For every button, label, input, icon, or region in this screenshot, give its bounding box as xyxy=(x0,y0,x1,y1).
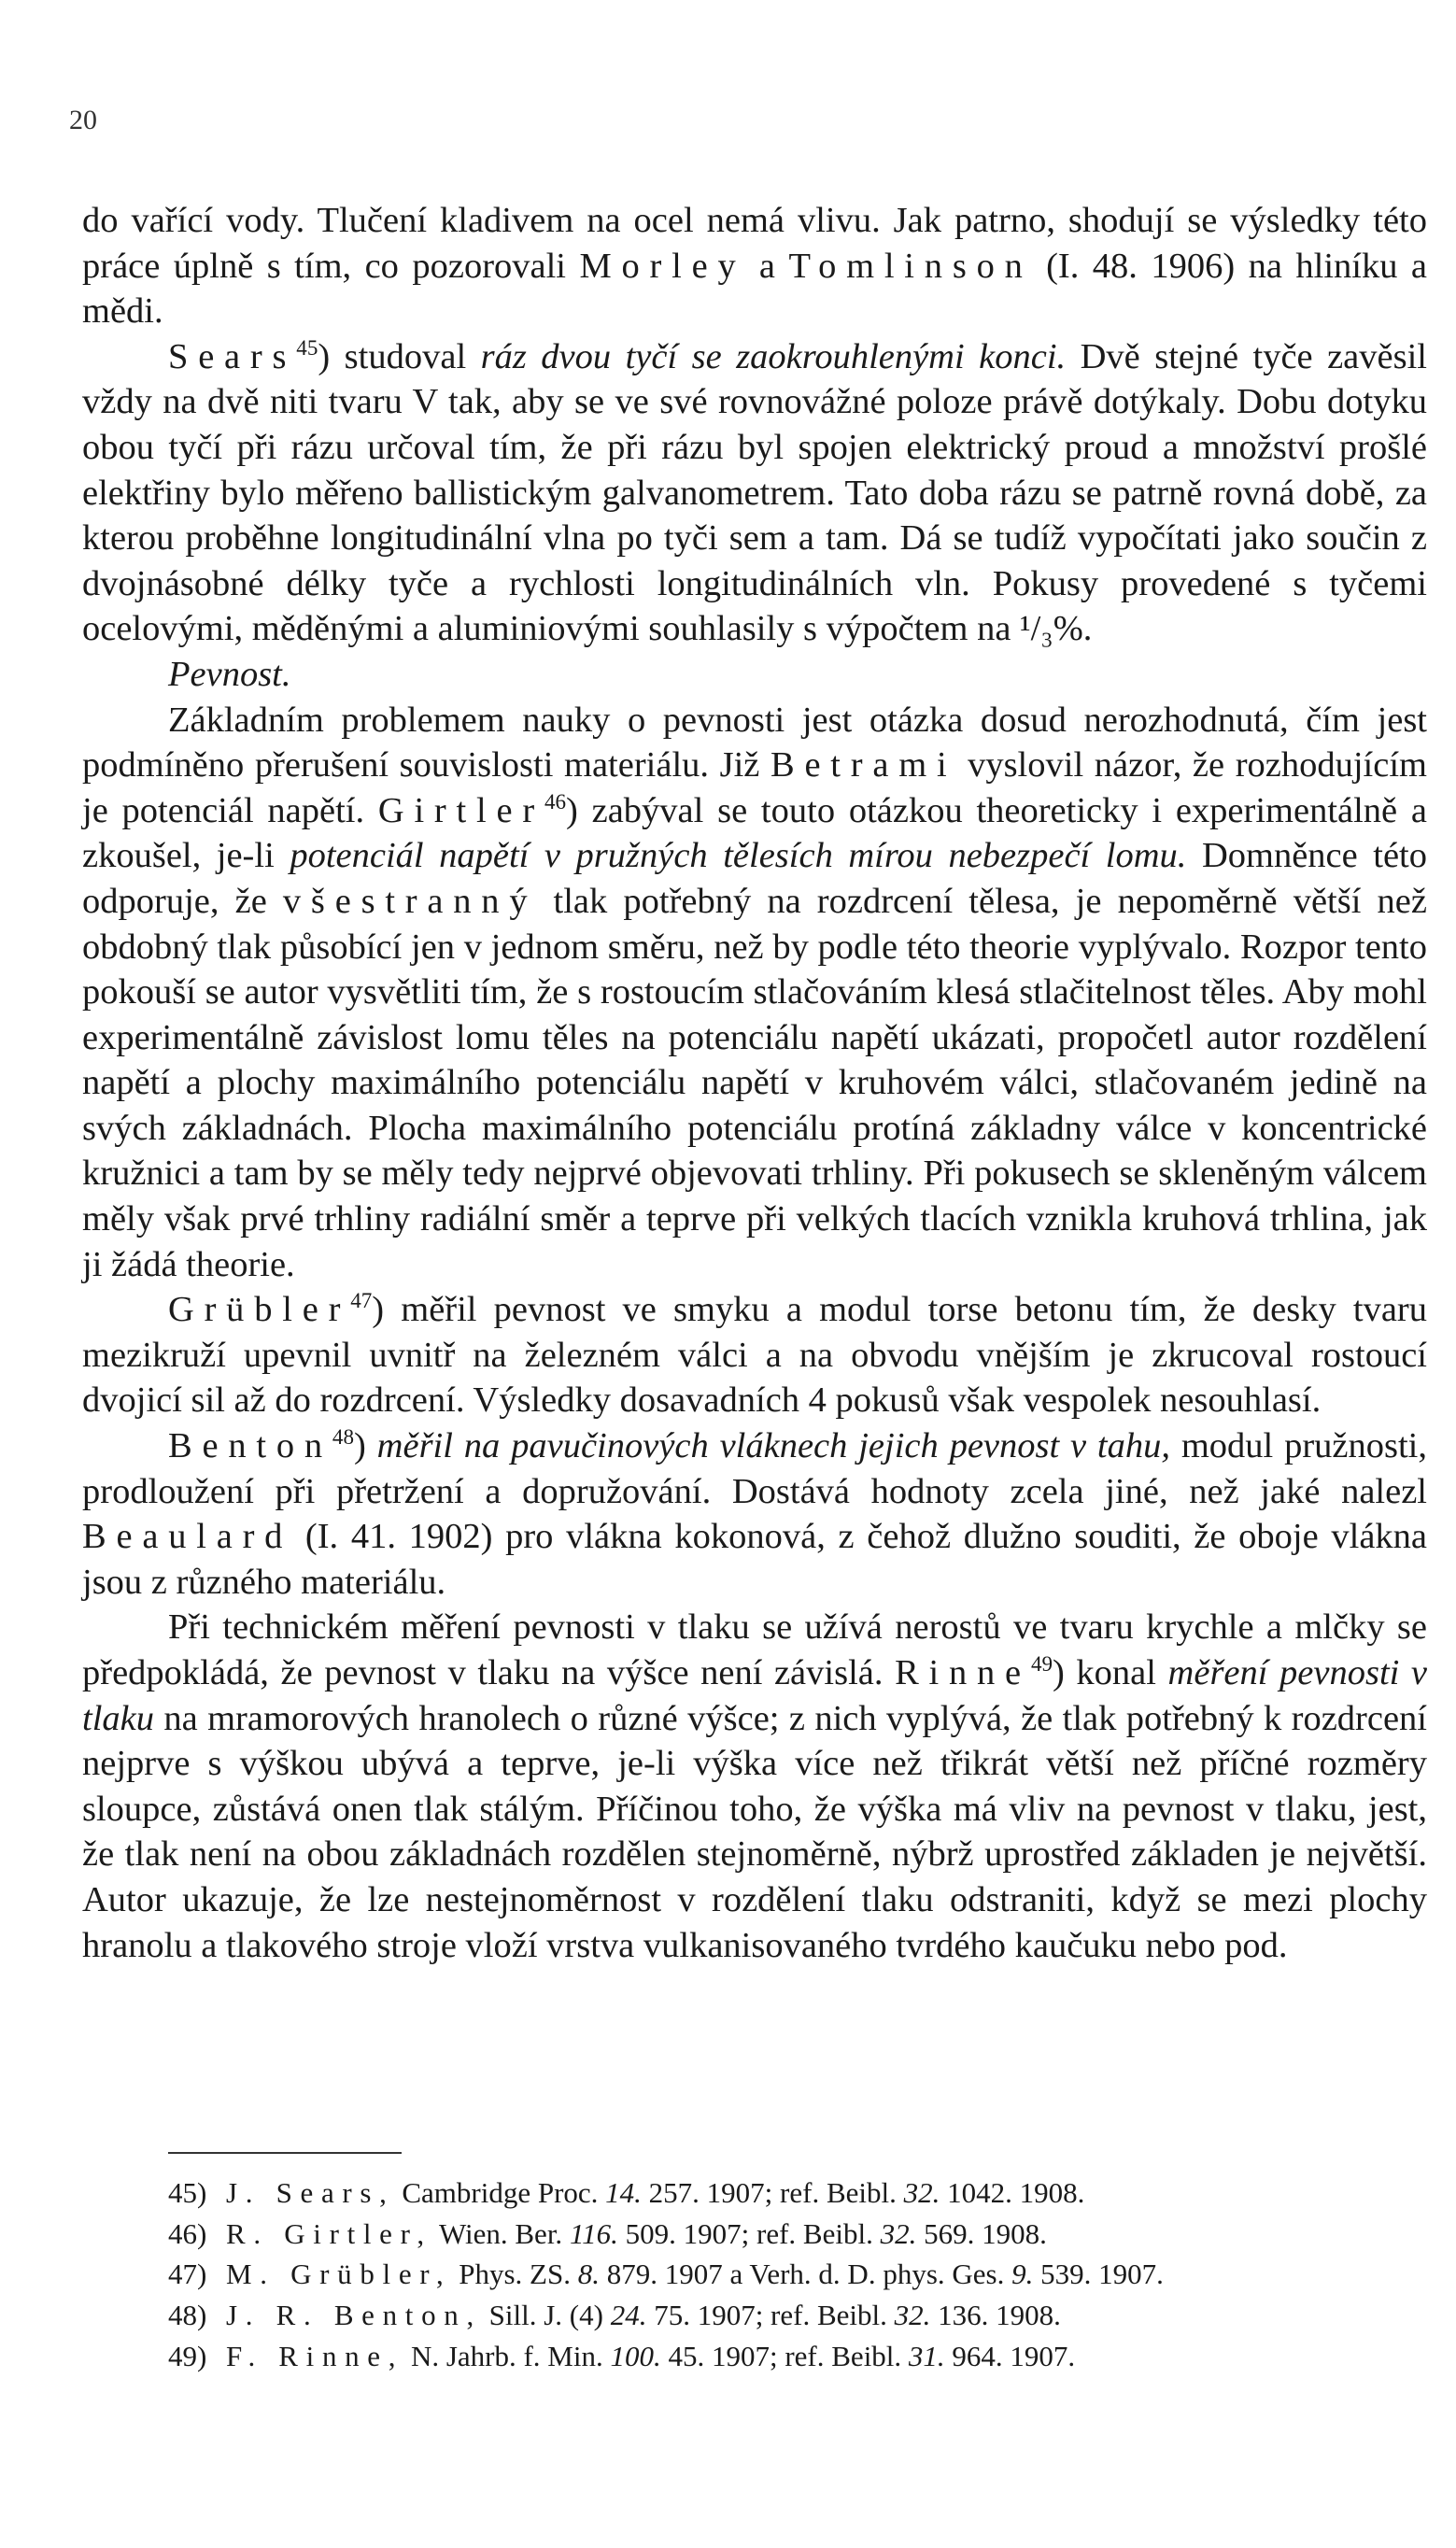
text-run: ) měřil pevnost ve smyku a modul torse betonu tím, že desky tvaru mezikruží upevnil uvnitř na železném válci a na obvodu vnějším je zkrucoval rostoucí dvojicí sil až do rozdrcení. Výsledky dosavadních 4 pokusů však vespolek nesouhlasí. xyxy=(82,1290,1427,1421)
footnote-text: 569. 1908. xyxy=(916,2216,1047,2250)
text-run: a xyxy=(745,246,789,286)
footnote-author: R. Girtler, xyxy=(226,2216,432,2250)
footnote-volume: 9. xyxy=(1011,2258,1034,2291)
footnotes xyxy=(168,2173,1429,2377)
footnote xyxy=(168,2295,1429,2336)
text-run: (I. 41. 1902) pro vlákna kokonová, z čehož dlužno souditi, že oboje vlákna jsou z různého materiálu. xyxy=(82,1517,1427,1602)
text-run: ) xyxy=(354,1426,377,1466)
footnote-volume: 32. xyxy=(903,2176,940,2209)
footnote-ref: 48 xyxy=(332,1424,354,1450)
footnote-text: Sill. J. (4) xyxy=(481,2299,611,2332)
footnote-number: 48) xyxy=(168,2299,207,2332)
body-text xyxy=(82,198,1427,1968)
author-name: Morley xyxy=(579,246,746,286)
emphasis: ráz dvou tyčí se zaokrouhlenými konci. xyxy=(480,336,1067,376)
footnote-ref: 46 xyxy=(544,788,567,814)
text-run: Domněnce této odporuje, že xyxy=(82,836,1428,921)
text-run: vyslovil názor, že rozhodujícím je potenciál napětí. xyxy=(82,745,1427,830)
text-run: . xyxy=(1082,609,1093,649)
footnote-text: 257. 1907; ref. Beibl. xyxy=(641,2176,904,2209)
paragraph-rinne xyxy=(82,1605,1427,1968)
text-run: na mramorových hranolech o různé výšce; z nich vyplývá, že tlak potřebný k rozdrcení nejprve s výškou ubývá a teprve, je-li výška více než třikrát větší než příčné rozměry sloupce, zůstává onen tlak stálým. Příčinou toho, že výška má vliv na pevnost v tlaku, jest, že tlak není na obou základnách rozdělen stejnoměrně, nýbrž uprostřed základen je největší. Autor ukazuje, že lze nestejnoměrnost v rozdělení tlaku odstraniti, když se mezi plochy hranolu a tlakového stroje vloží vrstva vulkanisovaného tvrdého kaučuku nebo pod. xyxy=(82,1698,1427,1965)
fraction: ¹/₃% xyxy=(1020,609,1083,649)
footnote-author: J. Sears, xyxy=(226,2176,395,2209)
footnote-author: F. Rinne, xyxy=(226,2339,404,2372)
text-run: Dvě stejné tyče zavěsil vždy na dvě niti tvaru V tak, aby se ve své rovnovážné poloze právě dotýkaly. Dobu dotyku obou tyčí při rázu určoval tím, že při rázu byl spojen elektrický proud a množství prošlé elektřiny bylo měřeno ballistickým galvanometrem. Tato doba rázu se patrně rovná době, za kterou proběhne longitudinální vlna po tyči sem a tam. Dá se tudíž vypočítati jako součin z dvojnásobné délky tyče a rychlosti longitudinálních vln. Pokusy provedené s tyčemi ocelovými, měděnými a aluminiovými souhlasily s výpočtem na xyxy=(82,336,1427,649)
footnote-volume: 116. xyxy=(569,2216,618,2250)
footnote-text: 1042. 1908. xyxy=(940,2176,1085,2209)
paragraph-grubler xyxy=(82,1287,1427,1423)
paragraph-sears xyxy=(82,334,1427,652)
author-name: Benton xyxy=(168,1426,332,1466)
footnote-volume: 100. xyxy=(610,2339,661,2372)
emphasis: měření pevnosti v tlaku xyxy=(82,1653,1427,1738)
footnote-text: N. Jahrb. f. Min. xyxy=(403,2339,611,2372)
text-run: Základním problemem nauky o pevnosti jest otázka dosud nerozhodnutá, čím jest podmíněno přerušení souvislosti materiálu. Již xyxy=(82,700,1427,786)
footnote xyxy=(168,2214,1429,2255)
text-run: ) konal xyxy=(1053,1653,1168,1692)
footnote-text: 75. 1907; ref. Beibl. xyxy=(646,2299,895,2332)
footnote-text: 509. 1907; ref. Beibl. xyxy=(617,2216,881,2250)
page-number: 20 xyxy=(69,105,97,135)
footnote-text: 964. 1907. xyxy=(944,2339,1076,2372)
text-run: modul pružnosti, prodloužení při přetržení a dopružování. Dostává hodnoty zcela jiné, než jaké nalezl xyxy=(82,1426,1427,1511)
paragraph-1 xyxy=(82,198,1427,334)
footnote-text: 136. 1908. xyxy=(930,2299,1061,2332)
footnote-text: Phys. ZS. xyxy=(451,2258,578,2291)
footnote-number: 46) xyxy=(168,2216,207,2250)
footnote-volume: 31. xyxy=(908,2339,945,2372)
footnote xyxy=(168,2173,1429,2214)
text-run: ) zabýval se touto otázkou theoreticky i experimentálně a zkoušel, je-li xyxy=(82,790,1427,876)
author-name: Beaulard xyxy=(82,1517,293,1557)
footnote-number: 47) xyxy=(168,2258,207,2291)
paragraph-benton xyxy=(82,1423,1427,1605)
emphasis: potenciál napětí v pružných tělesích mírou nebezpečí lomu. xyxy=(290,836,1187,876)
footnote-text: 539. 1907. xyxy=(1033,2258,1164,2291)
footnote-rule xyxy=(168,2152,402,2154)
footnote xyxy=(168,2254,1429,2295)
text-run: Při technickém měření pevnosti v tlaku se užívá nerostů ve tvaru krychle a mlčky se předpokládá, že pevnost v tlaku na výšce není závislá. xyxy=(82,1607,1427,1692)
footnote-number: 49) xyxy=(168,2339,207,2372)
footnote-text: Wien. Ber. xyxy=(431,2216,570,2250)
text-run: do vařící vody. Tlučení kladivem na ocel nemá vlivu. Jak patrno, shodují se výsledky této práce úplně s tím, co pozorovali xyxy=(82,201,1427,286)
section-heading: Pevnost. xyxy=(168,654,291,694)
author-name: Sears xyxy=(168,336,297,376)
footnote-ref: 47 xyxy=(350,1288,373,1313)
footnote-text: 45. 1907; ref. Beibl. xyxy=(660,2339,909,2372)
footnote-volume: 32. xyxy=(894,2299,931,2332)
footnote-text: 879. 1907 a Verh. d. D. phys. Ges. xyxy=(599,2258,1012,2291)
paragraph-pevnost xyxy=(82,698,1427,1288)
spaced-word: všestranný xyxy=(282,881,538,921)
footnote-volume: 24. xyxy=(610,2299,647,2332)
author-name: Betrami xyxy=(770,745,957,786)
author-name: Grübler xyxy=(168,1290,351,1330)
emphasis: měřil na pavučinových vláknech jejich pevnost v tahu, xyxy=(376,1426,1171,1466)
text-run: tlak potřebný na rozdrcení tělesa, je nepoměrně větší než obdobný tlak působící jen v jednom směru, než by podle této theorie vyplývalo. Rozpor tento pokouší se autor vysvětliti tím, že s rostoucím stlačováním klesá stlačitelnost těles. Aby mohl experimentálně závislost lomu těles na potenciálu napětí ukázati, propočetl autor rozdělení napětí a plochy maximálního potenciálu napětí v kruhovém válci, stlačovaném jedině na svých základnách. Plocha maximálního potenciálu protíná základny válce v koncentrické kružnici a tam by se měly tedy nejprvé objevovati trhliny. Při pokusech se skleněným válcem měly však prvé trhliny radiální směr a teprve při velkých tlacích vznikla kruhová trhlina, jak ji žádá theorie. xyxy=(82,881,1427,1284)
footnote-ref: 49 xyxy=(1030,1651,1053,1677)
author-name: Tomlinson xyxy=(788,246,1033,286)
footnote-author: M. Grübler, xyxy=(226,2258,452,2291)
footnote-author: J. R. Benton, xyxy=(226,2299,482,2332)
text-run: (I. 48. 1906) na hliníku a mědi. xyxy=(82,246,1428,332)
footnote-text: Cambridge Proc. xyxy=(394,2176,606,2209)
footnote-ref: 45 xyxy=(296,334,318,360)
footnote xyxy=(168,2336,1429,2377)
footnote-volume: 8. xyxy=(577,2258,600,2291)
footnote-volume: 14. xyxy=(605,2176,642,2209)
author-name: Girtler xyxy=(377,790,544,830)
footnote-number: 45) xyxy=(168,2176,207,2209)
footnote-volume: 32. xyxy=(880,2216,917,2250)
author-name: Rinne xyxy=(895,1653,1031,1692)
text-run: ) studoval xyxy=(318,336,481,376)
